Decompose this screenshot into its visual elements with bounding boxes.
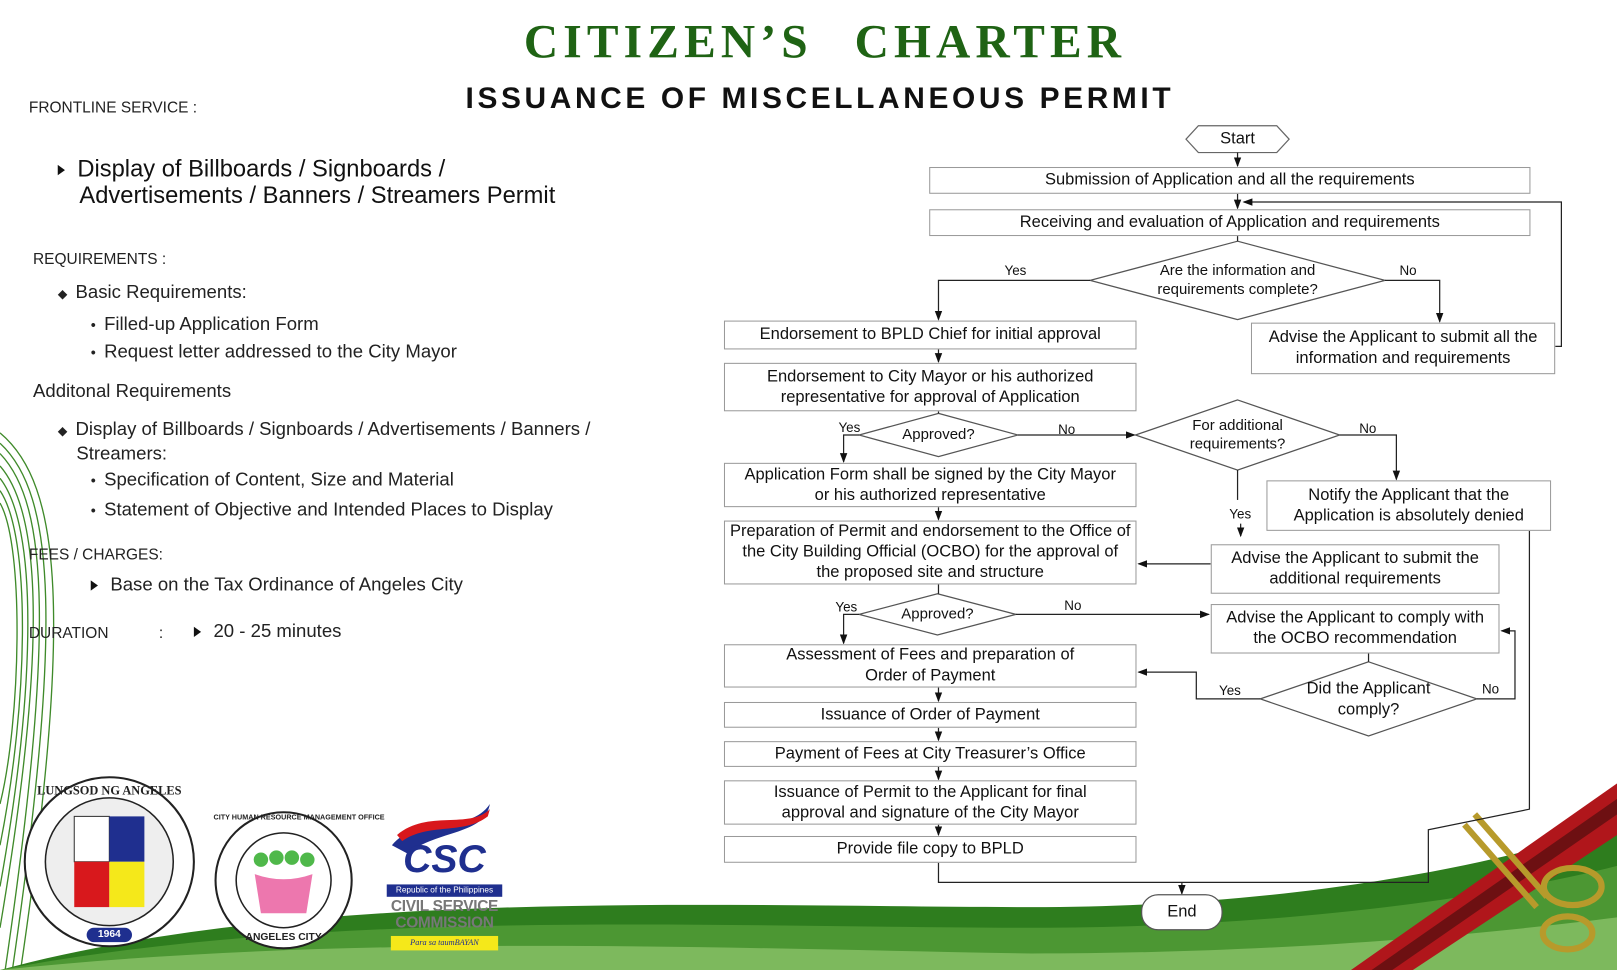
- step-receiving: Receiving and evaluation of Application and requirements: [929, 209, 1530, 236]
- csc-name-line-2: COMMISSION: [395, 914, 494, 932]
- step-advise-comply: Advise the Applicant to comply with the OCBO recommendation: [1211, 604, 1500, 653]
- decision-approved-1: Approved?: [902, 426, 975, 444]
- decision-complete: Are the information and requirements complete?: [1157, 262, 1318, 298]
- end-node: End: [1167, 902, 1197, 921]
- step-submission: Submission of Application and all the requirements: [929, 167, 1530, 194]
- seal-text: LUNGSOD NG ANGELES: [37, 783, 182, 798]
- duration-separator: :: [158, 624, 164, 643]
- decision-approved-2: Approved?: [901, 606, 974, 623]
- step-advise-all: Advise the Applicant to submit all the information and requirements: [1251, 323, 1555, 375]
- seal-year: 1964: [97, 928, 121, 941]
- fees-value: Base on the Tax Ordinance of Angeles City: [91, 574, 463, 596]
- start-node: Start: [1220, 129, 1255, 148]
- step-signed: Application Form shall be signed by the City Mayor or his authorized representative: [724, 463, 1137, 507]
- requirement-item: • Request letter addressed to the City Mayor: [90, 341, 457, 362]
- step-issuance-permit: Issuance of Permit to the Applicant for final approval and signature of the City Mayor: [724, 780, 1137, 824]
- service-line-1: Display of Billboards / Signboards /: [77, 154, 446, 182]
- basic-requirements-heading: ◆ Basic Requirements:: [57, 281, 247, 303]
- csc-tagline: Para sa taumBAYAN: [391, 936, 498, 950]
- duration-value: 20 - 25 minutes: [194, 621, 342, 643]
- requirements-label: REQUIREMENTS :: [33, 250, 167, 269]
- step-assessment: Assessment of Fees and preparation of Order of Payment: [724, 644, 1137, 687]
- fees-label: FEES / CHARGES:: [28, 546, 163, 564]
- page-title: CITIZEN’S CHARTER: [523, 15, 1127, 69]
- step-advise-additional: Advise the Applicant to submit the additional requirements: [1211, 544, 1500, 593]
- step-notify-denied: Notify the Applicant that the Application is absolutely denied: [1266, 480, 1551, 531]
- decision-additional: For additional requirements?: [1189, 417, 1286, 453]
- yes-label: Yes: [838, 419, 861, 435]
- chrmo-text: CITY HUMAN RESOURCE MANAGEMENT OFFICE: [213, 814, 385, 822]
- no-label: No: [1481, 681, 1500, 697]
- bullet-icon: •: [90, 501, 96, 519]
- yes-label: Yes: [1218, 682, 1241, 698]
- bullet-icon: •: [90, 472, 96, 489]
- yes-label: Yes: [835, 598, 858, 615]
- diamond-bullet-icon: ◆: [57, 423, 68, 439]
- additional-group-heading: ◆ Display of Billboards / Signboards / Advertisements / Banners / Streamers:: [57, 418, 591, 464]
- csc-abbr: CSC: [403, 838, 486, 882]
- page-subtitle: ISSUANCE OF MISCELLANEOUS PERMIT: [465, 82, 1175, 116]
- step-issuance-order: Issuance of Order of Payment: [724, 702, 1137, 728]
- step-endorse-bpld: Endorsement to BPLD Chief for initial approval: [724, 321, 1137, 350]
- csc-name-line-1: CIVIL SERVICE: [390, 897, 499, 916]
- csc-republic: Republic of the Philippines: [387, 884, 503, 896]
- yes-label: Yes: [1229, 506, 1252, 522]
- no-label: No: [1399, 262, 1417, 279]
- additional-requirements-heading: Additonal Requirements: [33, 380, 232, 401]
- frontline-service-label: FRONTLINE SERVICE :: [28, 98, 198, 117]
- bullet-icon: •: [90, 344, 96, 361]
- step-file-copy: Provide file copy to BPLD: [724, 836, 1137, 863]
- step-endorse-mayor: Endorsement to City Mayor or his authorized representative for approval of Application: [724, 363, 1137, 411]
- decision-comply: Did the Applicant comply?: [1306, 680, 1431, 719]
- step-preparation: Preparation of Permit and endorsement to the Office of the City Building Official (OCBO) for the approval of the proposed site and structure: [724, 521, 1137, 585]
- service-line-2: Advertisements / Banners / Streamers Permit: [79, 181, 556, 209]
- step-payment: Payment of Fees at City Treasurer’s Office: [724, 741, 1137, 767]
- diamond-bullet-icon: ◆: [57, 286, 68, 301]
- no-label: No: [1058, 421, 1076, 438]
- yes-label: Yes: [1004, 262, 1027, 279]
- requirement-item: • Filled-up Application Form: [90, 313, 319, 334]
- no-label: No: [1064, 597, 1082, 614]
- chrmo-bottom-text: ANGELES CITY: [245, 931, 322, 944]
- bullet-icon: •: [90, 316, 96, 333]
- no-label: No: [1359, 420, 1377, 437]
- requirement-item: • Specification of Content, Size and Material: [90, 469, 454, 490]
- duration-label: DURATION: [28, 624, 109, 643]
- requirement-item: • Statement of Objective and Intended Places to Display: [90, 498, 553, 520]
